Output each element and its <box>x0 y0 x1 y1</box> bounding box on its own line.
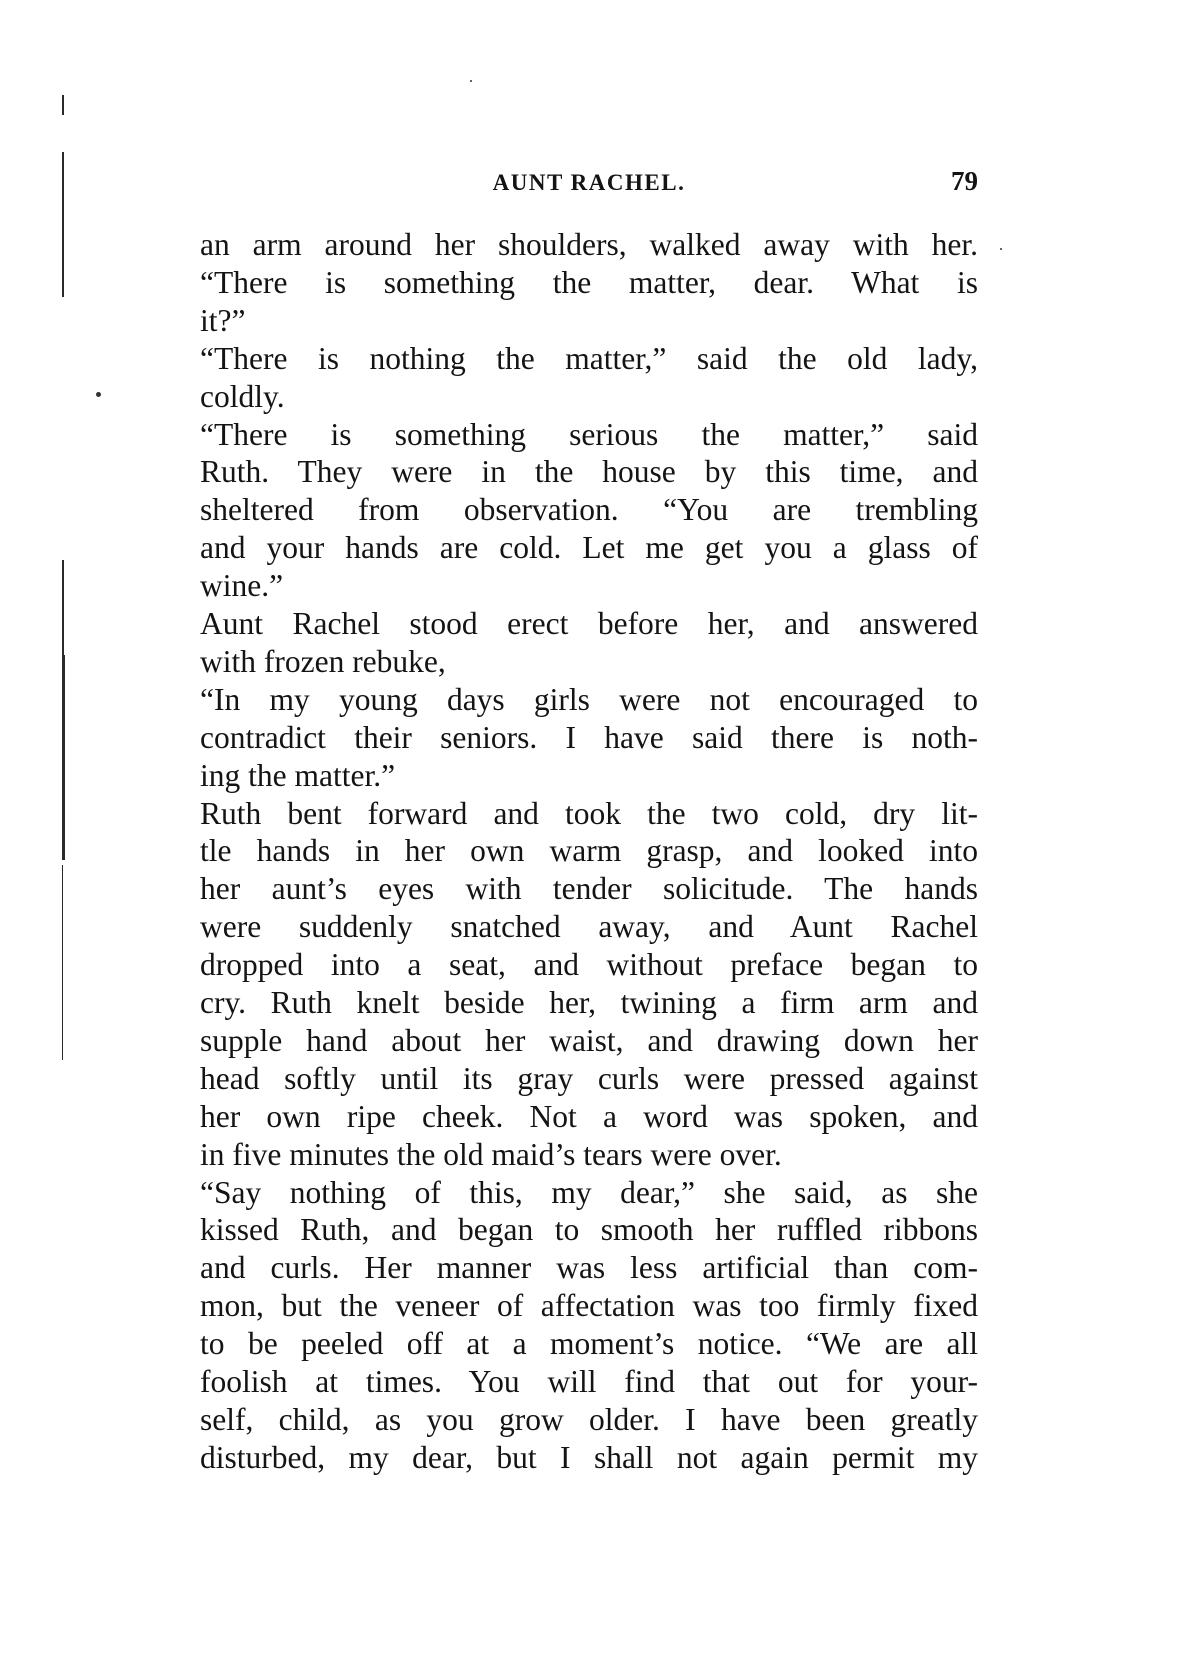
text-line: and your hands are cold. Let me get you a glass of <box>200 530 978 566</box>
text-line: kissed Ruth, and began to smooth her ruffled ribbons <box>200 1212 978 1248</box>
text-line: “Say nothing of this, my dear,” she said, as she <box>200 1174 978 1210</box>
scan-speck <box>1000 248 1002 250</box>
text-line: Ruth. They were in the house by this time, and <box>200 454 978 490</box>
text-line: with frozen rebuke, <box>200 643 446 679</box>
text-line: tle hands in her own warm grasp, and looked into <box>200 833 978 869</box>
text-line: self, child, as you grow older. I have been greatly <box>200 1402 978 1437</box>
text-line: her aunt’s eyes with tender solicitude. The hands <box>200 871 978 907</box>
text-line: mon, but the veneer of affectation was too firmly fixed <box>200 1288 978 1324</box>
text-line: “There is nothing the matter,” said the old lady, <box>200 340 978 376</box>
text-line: it?” <box>200 302 246 338</box>
text-line: were suddenly snatched away, and Aunt Rachel <box>200 909 978 945</box>
text-line: supple hand about her waist, and drawing down her <box>200 1022 978 1058</box>
text-line: disturbed, my dear, but I shall not again permit my <box>200 1439 978 1475</box>
scan-gutter-line <box>62 152 64 297</box>
scan-speck <box>470 80 472 82</box>
scan-gutter-line <box>62 560 64 655</box>
scan-speck <box>96 392 101 397</box>
text-line: to be peeled off at a moment’s notice. “We are all <box>200 1326 978 1362</box>
text-line: “There is something serious the matter,” said <box>200 416 978 452</box>
text-line: “In my young days girls were not encouraged to <box>200 681 978 717</box>
text-line: wine.” <box>200 568 284 604</box>
scan-gutter-line <box>62 655 65 860</box>
text-line: head softly until its gray curls were pressed against <box>200 1060 978 1096</box>
running-title: AUNT RACHEL. <box>492 170 686 195</box>
text-line: contradict their seniors. I have said there is noth- <box>200 719 978 755</box>
text-line: coldly. <box>200 378 285 414</box>
text-line: an arm around her shoulders, walked away with her. <box>200 227 978 262</box>
text-line: dropped into a seat, and without preface began to <box>200 947 978 983</box>
text-line: cry. Ruth knelt beside her, twining a firm arm and <box>200 985 978 1021</box>
text-line: “There is something the matter, dear. What is <box>200 264 978 300</box>
text-line: and curls. Her manner was less artificial than com- <box>200 1250 978 1286</box>
scan-gutter-line <box>62 95 64 115</box>
text-line: sheltered from observation. “You are trembling <box>200 492 978 528</box>
scan-gutter-line <box>62 865 63 1060</box>
text-line: foolish at times. You will find that out for your- <box>200 1364 978 1400</box>
text-line: Aunt Rachel stood erect before her, and answered <box>200 606 978 642</box>
page-header <box>200 162 978 202</box>
text-line: ing the matter.” <box>200 757 396 793</box>
text-line: her own ripe cheek. Not a word was spoken, and <box>200 1098 978 1134</box>
body-text <box>200 226 978 1477</box>
page-number: 79 <box>951 166 978 196</box>
text-line: in five minutes the old maid’s tears were over. <box>200 1136 782 1172</box>
text-line: Ruth bent forward and took the two cold, dry lit- <box>200 795 978 831</box>
